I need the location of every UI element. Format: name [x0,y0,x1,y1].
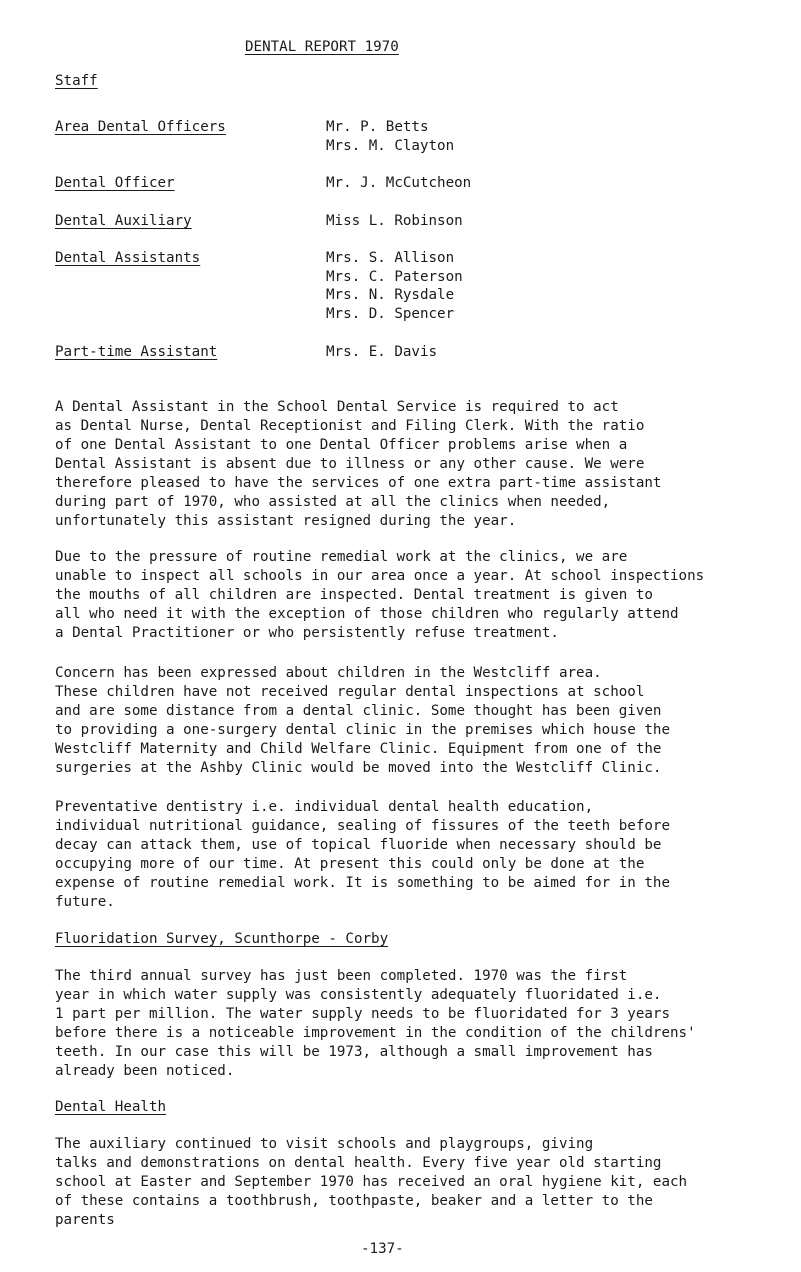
role-area-dental-officers: Area Dental Officers [55,119,226,135]
names-part-time-assistant [326,343,437,362]
staff-name: Mrs. E. Davis [326,344,438,360]
role-part-time-assistant: Part-time Assistant [55,344,218,360]
staff-name: Miss L. Robinson [326,213,463,229]
staff-name: Mrs. D. Spencer [326,305,455,322]
paragraph-fluoridation: The third annual survey has just been completed. 1970 was the first year in which water supply was consistently adequately fluoridated i.e. 1 part per million. The water supply needs to be fluoridated for 3 years before there is a noticeable improvement in the condition of the childrens' teeth. In our case this will be 1973, although a small improvement has already been noticed. [55,968,696,1079]
paragraph-westcliff: Concern has been expressed about children in the Westcliff area. These children have not received regular dental inspections at school and are some distance from a dental clinic. Some thought has been given to providing a one-surgery dental clinic in the premises which house the Westcliff Maternity and Child Welfare Clinic. Equipment from one of the surgeries at the Ashby Clinic would be moved into the Westcliff Clinic. [55,665,670,776]
role-dental-officer: Dental Officer [55,175,175,191]
staff-name: Mrs. S. Allison [326,250,455,266]
staff-name: Mr. P. Betts [326,119,429,135]
staff-name: Mrs. N. Rysdale [326,287,455,303]
names-dental-assistants [326,249,463,323]
role-dental-auxiliary: Dental Auxiliary [55,213,192,229]
staff-name: Mr. J. McCutcheon [326,175,472,191]
staff-name: Mrs. C. Paterson [326,268,463,285]
names-dental-auxiliary [326,212,463,231]
staff-name: Mrs. M. Clayton [326,137,455,154]
paragraph-dental-assistant: A Dental Assistant in the School Dental Service is required to act as Dental Nurse, Dental Receptionist and Filing Clerk. With the ratio of one Dental Assistant to one Dental Officer problems arise when a Dental Assistant is absent due to illness or any other cause. We were therefore pleased to have the services of one extra part-time assistant during part of 1970, who assisted at all the clinics when needed, unfortunately this assistant resigned during the year. [55,399,662,529]
report-title: DENTAL REPORT 1970 [245,39,399,55]
staff-heading: Staff [55,73,98,89]
paragraph-preventative-dentistry: Preventative dentistry i.e. individual dental health education, individual nutritional guidance, sealing of fissures of the teeth before decay can attack them, use of topical fluoride when necessary should be occupying more of our time. At present this could only be done at the expense of routine remedial work. It is something to be aimed for in the future. [55,799,670,910]
paragraph-inspections: Due to the pressure of routine remedial work at the clinics, we are unable to inspect all schools in our area once a year. At school inspections the mouths of all children are inspected. Dental treatment is given to all who need it with the exception of those children who regularly attend a Dental Practitioner or who persistently refuse treatment. [55,549,705,641]
heading-fluoridation-survey: Fluoridation Survey, Scunthorpe - Corby [55,931,389,947]
paragraph-dental-health: The auxiliary continued to visit schools and playgroups, giving talks and demonstrations on dental health. Every five year old starting school at Easter and September 1970 has received an oral hygiene kit, each of these contains a toothbrush, toothpaste, beaker and a letter to the parents [55,1136,688,1228]
role-dental-assistants: Dental Assistants [55,250,201,266]
names-dental-officer [326,174,471,193]
page-number: -137- [361,1241,404,1257]
names-area-dental-officers [326,118,454,155]
heading-dental-health: Dental Health [55,1099,167,1115]
